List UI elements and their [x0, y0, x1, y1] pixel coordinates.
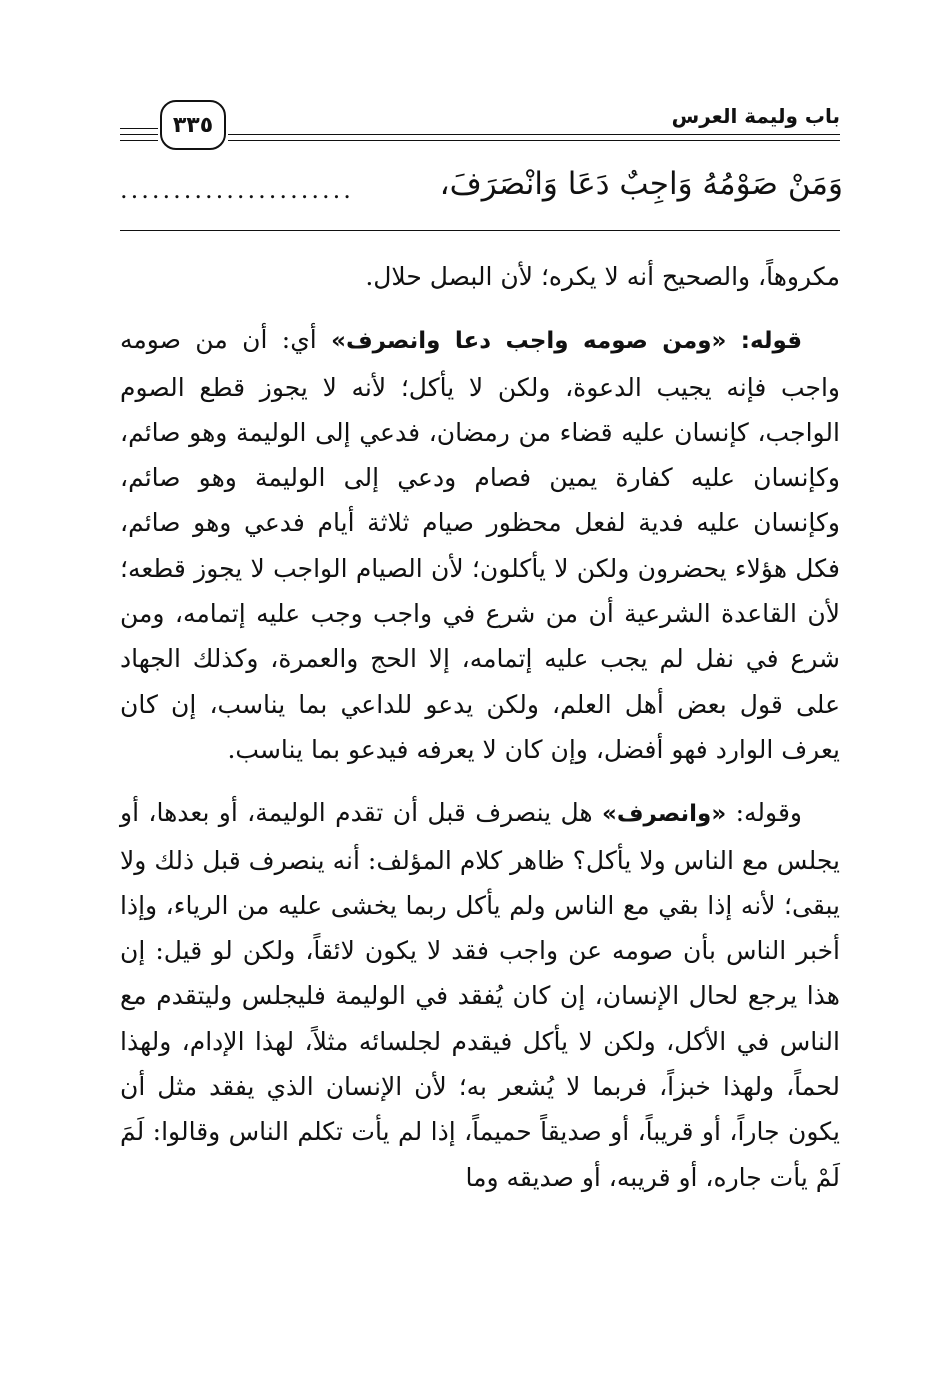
page-header	[120, 100, 840, 160]
paragraph-gap	[120, 299, 840, 317]
chapter-title: باب وليمة العرس	[671, 104, 840, 128]
paragraph-2	[120, 317, 840, 772]
header-rule-top	[228, 134, 840, 135]
paragraph-2-quote: «ومن صومه واجب دعا وانصرف»	[331, 328, 727, 355]
header-rule-left-3	[120, 140, 158, 141]
paragraph-3-lead: وقوله:	[726, 798, 802, 828]
paragraph-2-lead: قوله:	[740, 328, 803, 355]
matn-verse: وَمَنْ صَوْمُهُ وَاجِبٌ دَعَا وَانْصَرَفَ،	[439, 166, 843, 202]
paragraph-1	[120, 254, 840, 299]
paragraph-2-text: أي: أن من صومه واجب فإنه يجيب الدعوة، ولكن لا يأكل؛ لأنه لا يجوز قطع الصوم الواجب، كإنسان عليه قضاء من رمضان، فدعي إلى الوليمة وهو صائم، وكإنسان عليه كفارة يمين فصام ودعي إلى الوليمة وهو صائم، وكإنسان عليه فدية لفعل محظور صيام ثلاثة أيام فدعي وهو صائم، فكل هؤلاء يحضرون ولكن لا يأكلون؛ لأن الصيام الواجب لا يجوز قطعه؛ لأن القاعدة الشرعية أن من شرع في واجب وجب عليه إتمامه، ومن شرع في نفل لم يجب عليه إتمامه، إلا الحج والعمرة، وكذلك الجهاد على قول بعض أهل العلم، ولكن يدعو للداعي بما يناسب، إن كان يعرف الوارد فهو أفضل، وإن كان لا يعرفه فيدعو بما يناسب.	[120, 325, 840, 764]
header-rule-bottom	[228, 140, 840, 141]
paragraph-3	[120, 790, 840, 1200]
paragraph-1-text: مكروهاً، والصحيح أنه لا يكره؛ لأن البصل حلال.	[365, 262, 840, 291]
paragraph-gap	[120, 772, 840, 790]
page-number: ٣٣٥	[172, 112, 214, 138]
page-number-box	[160, 100, 226, 150]
paragraph-3-quote: «وانصرف»	[601, 801, 727, 828]
commentary-body	[120, 254, 840, 1200]
matn-dots: ......................	[120, 176, 354, 204]
header-rule-left-1	[120, 128, 158, 129]
matn-divider	[120, 230, 840, 231]
header-rule-left-2	[120, 134, 158, 135]
paragraph-3-text: هل ينصرف قبل أن تقدم الوليمة، أو بعدها، أو يجلس مع الناس ولا يأكل؟ ظاهر كلام المؤلف: أنه ينصرف قبل ذلك ولا يبقى؛ لأنه إذا بقي مع الناس ولم يأكل ربما يخشى عليه من الرياء، وإذا أخبر الناس بأن صومه عن واجب فقد لا يكون لائقاً، ولكن لو قيل: إن هذا يرجع لحال الإنسان، إن كان يُفقد في الوليمة فليجلس وليتقدم مع الناس في الأكل، ولكن لا يأكل فيقدم لجلسائه مثلاً، لهذا الإدام، ولهذا لحماً، ولهذا خبزاً، فربما لا يُشعر به؛ لأن الإنسان الذي يفقد مثل أن يكون جاراً، أو قريباً، أو صديقاً حميماً، إذا لم يأت تكلم الناس وقالوا: لَمَ لَمْ يأت جاره، أو قريبه، أو صديقه وما	[120, 798, 840, 1192]
